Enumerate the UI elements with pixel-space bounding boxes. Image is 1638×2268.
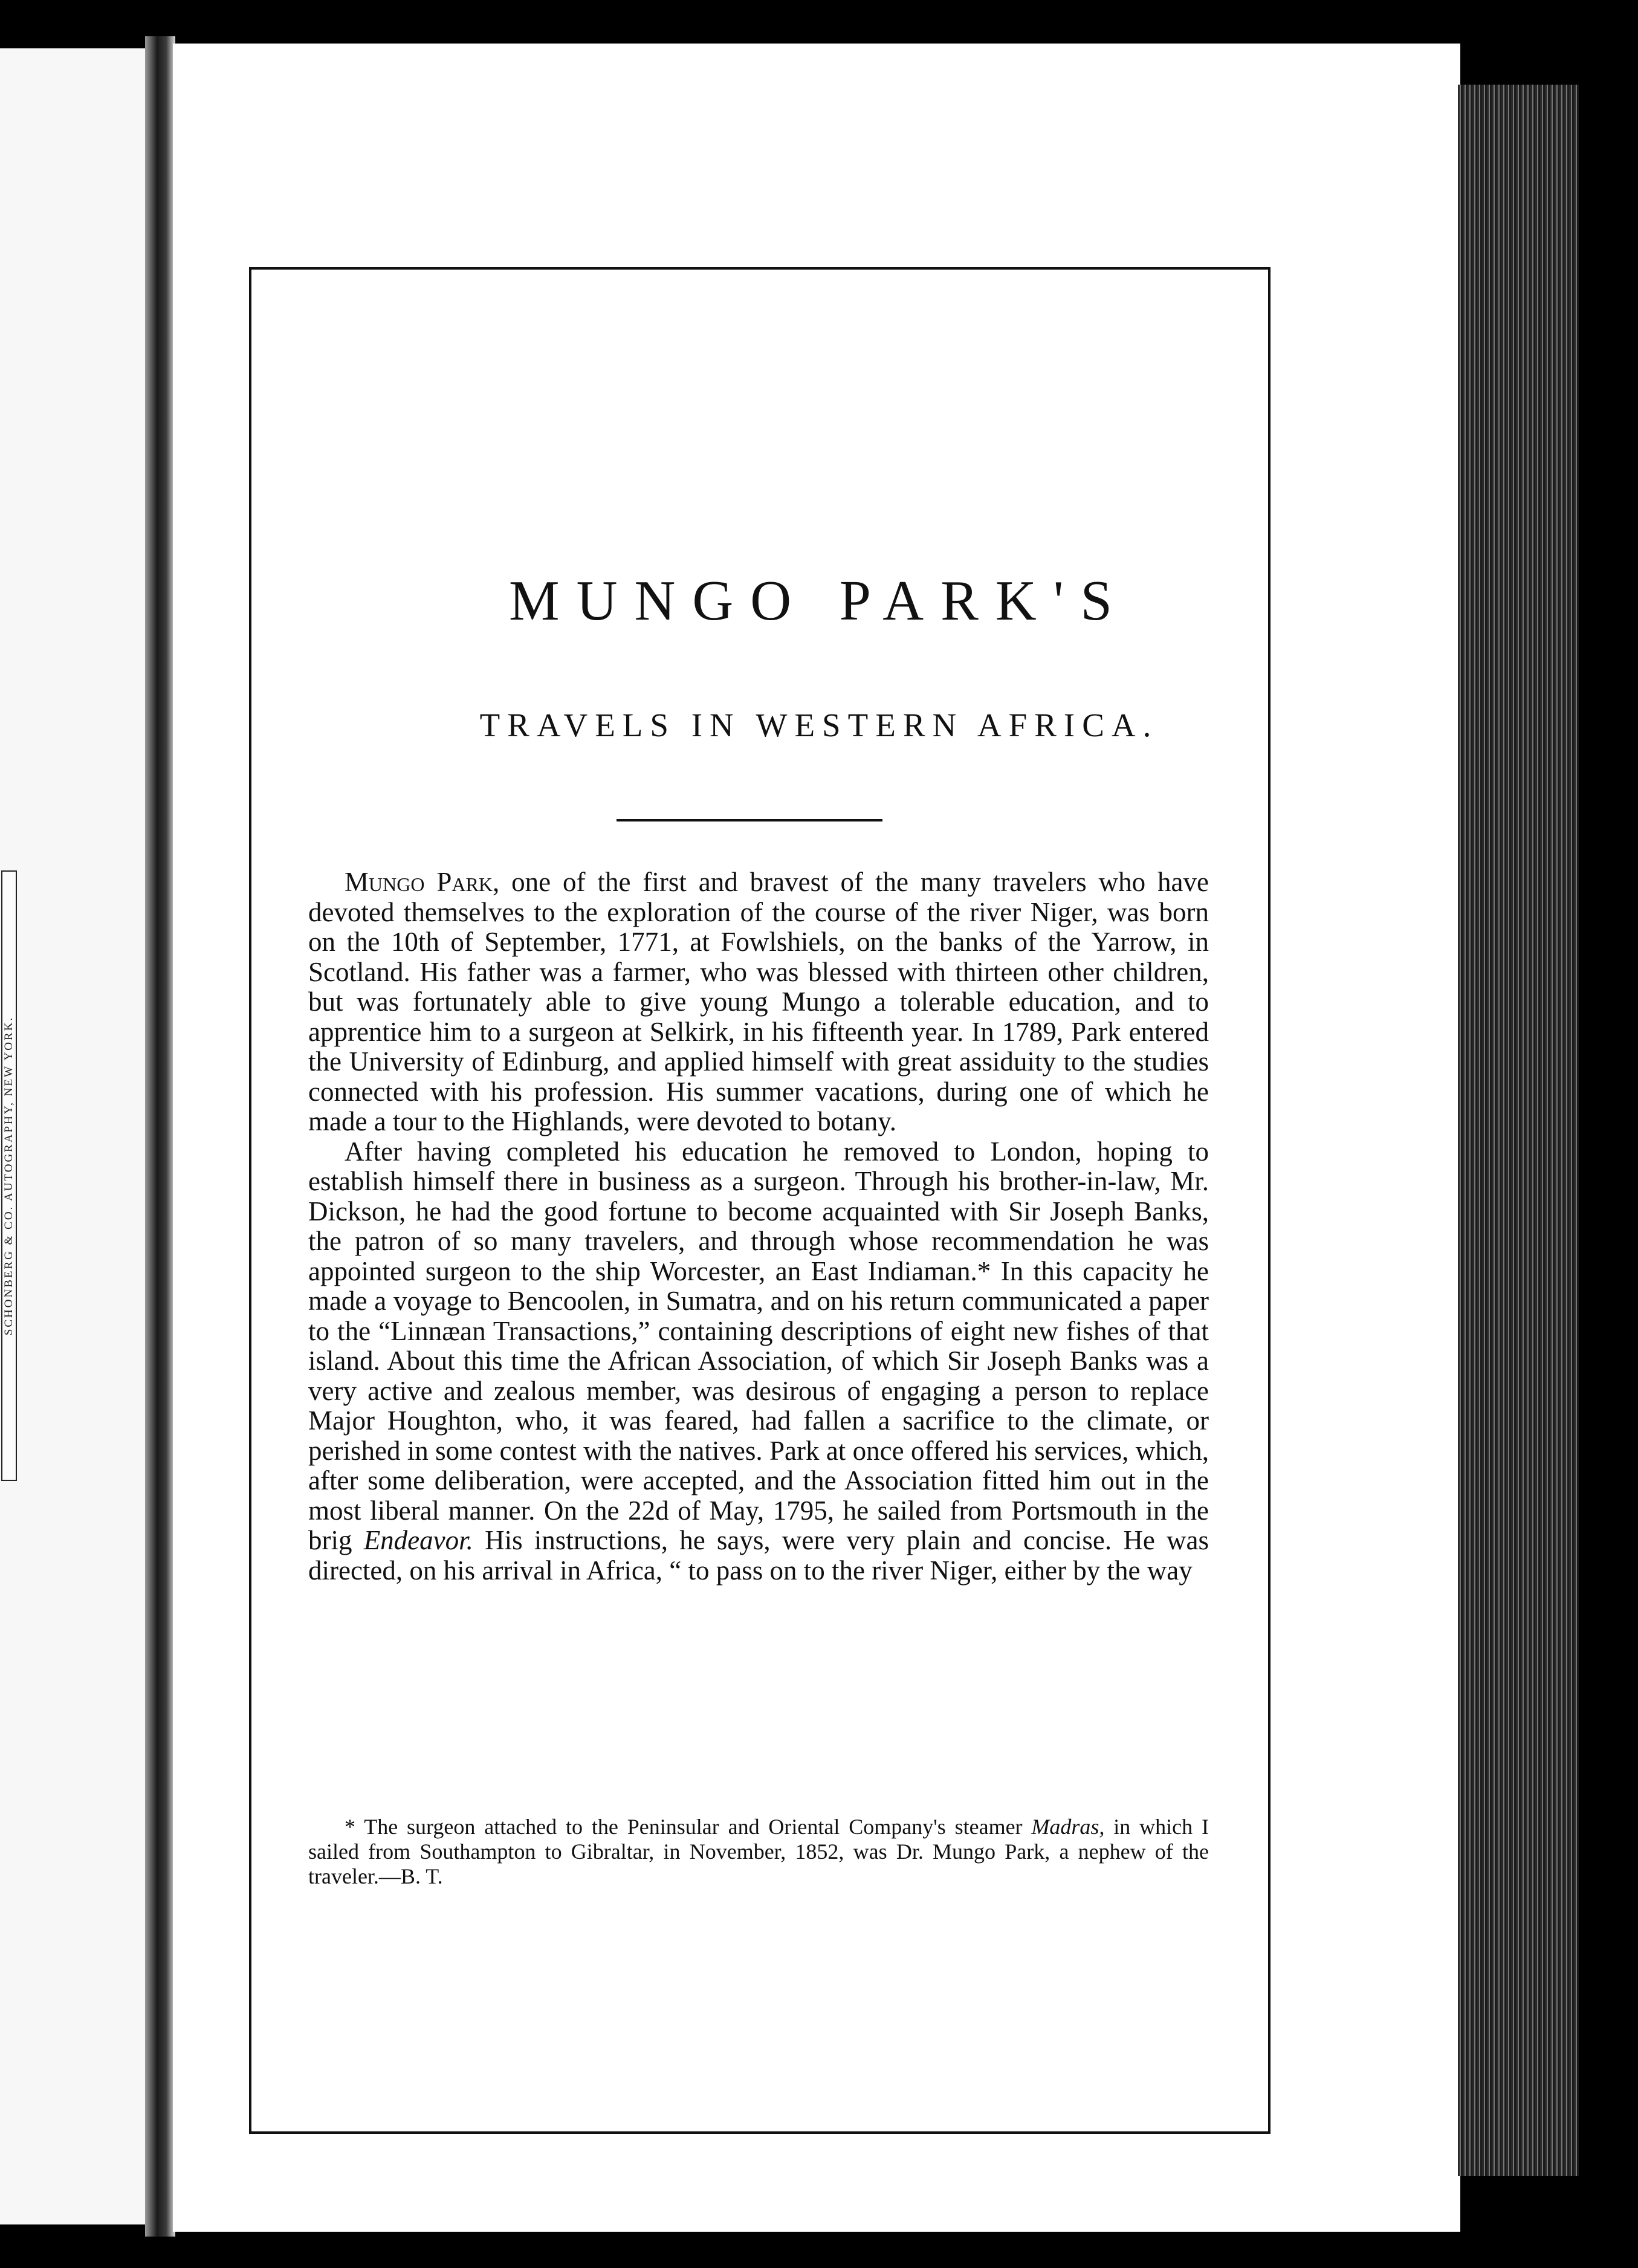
title-rule bbox=[617, 819, 882, 821]
page-edges bbox=[1458, 85, 1579, 2176]
paragraph-1-text: , one of the first and bravest of the many travelers who have devoted themselves to the exploration of the course of the river Niger, was born on the 10th of September, 1771, at Fowlshiels, on the banks of the Yarrow, in Scotland. His father was a farmer, who was blessed with thirteen other children, but was fortunately able to give young Mungo a tolerable education, and to apprentice him to a surgeon at Selkirk, in his fifteenth year. In 1789, Park entered the University of Edinburg, and applied himself with great assiduity to the studies connected with his profession. His summer vacations, during one of which he made a tour to the Highlands, were devoted to botany. bbox=[308, 867, 1209, 1136]
footnote-text bbox=[308, 1815, 1209, 1889]
footnote-ship-name: Madras, bbox=[1031, 1815, 1105, 1839]
ship-name: Endeavor. bbox=[363, 1525, 473, 1555]
printer-imprint bbox=[1, 870, 17, 1481]
paragraph-2-text-a: After having completed his education he removed to London, hoping to establish himself there in business as a surgeon. Through his brother-in-law, Mr. Dickson, he had the good fortune to become acquainted with Sir Joseph Banks, the patron of so many travelers, and through whose recommendation he was appointed surgeon to the ship Worcester, an East Indiaman.* In this capacity he made a voyage to Bencoolen, in Sumatra, and on his return communicated a paper to the “Linnæan Transactions,” containing descriptions of eight new fishes of that island. About this time the African Association, of which Sir Joseph Banks was a very active and zealous member, was desirous of engaging a person to replace Major Houghton, who, it was feared, had fallen a sacrifice to the climate, or perished in some contest with the natives. Park at once offered his services, which, after some deliberation, were accepted, and the Association fitted him out in the most liberal manner. On the 22d of May, 1795, he sailed from Portsmouth in the brig bbox=[308, 1136, 1209, 1555]
paragraph-2 bbox=[308, 1137, 1209, 1586]
printer-imprint-text: SCHONBERG & CO. AUTOGRAPHY, NEW YORK. bbox=[2, 1016, 15, 1336]
footnote-text-b: in which I sailed from Southampton to Gibraltar, in November, 1852, was Dr. Mungo Park, a nephew of the traveler.—B. T. bbox=[308, 1815, 1209, 1888]
footnote-text-a: * The surgeon attached to the Peninsular and Oriental Company's steamer bbox=[345, 1815, 1032, 1839]
paragraph-1 bbox=[308, 867, 1209, 1137]
book-gutter bbox=[145, 36, 175, 2237]
paragraph-1-lead: Mungo Park bbox=[345, 867, 493, 897]
footnote bbox=[308, 1815, 1209, 1889]
facing-page bbox=[0, 48, 150, 2224]
paragraph-2-text-b: His instructions, he says, were very plain and concise. He was directed, on his arrival in Africa, “ to pass on to the river Niger, either by the way bbox=[308, 1525, 1209, 1586]
body-text bbox=[308, 867, 1209, 1586]
page-subtitle: TRAVELS IN WESTERN AFRICA. bbox=[479, 707, 1159, 744]
page-title: MUNGO PARK'S bbox=[509, 569, 1129, 632]
